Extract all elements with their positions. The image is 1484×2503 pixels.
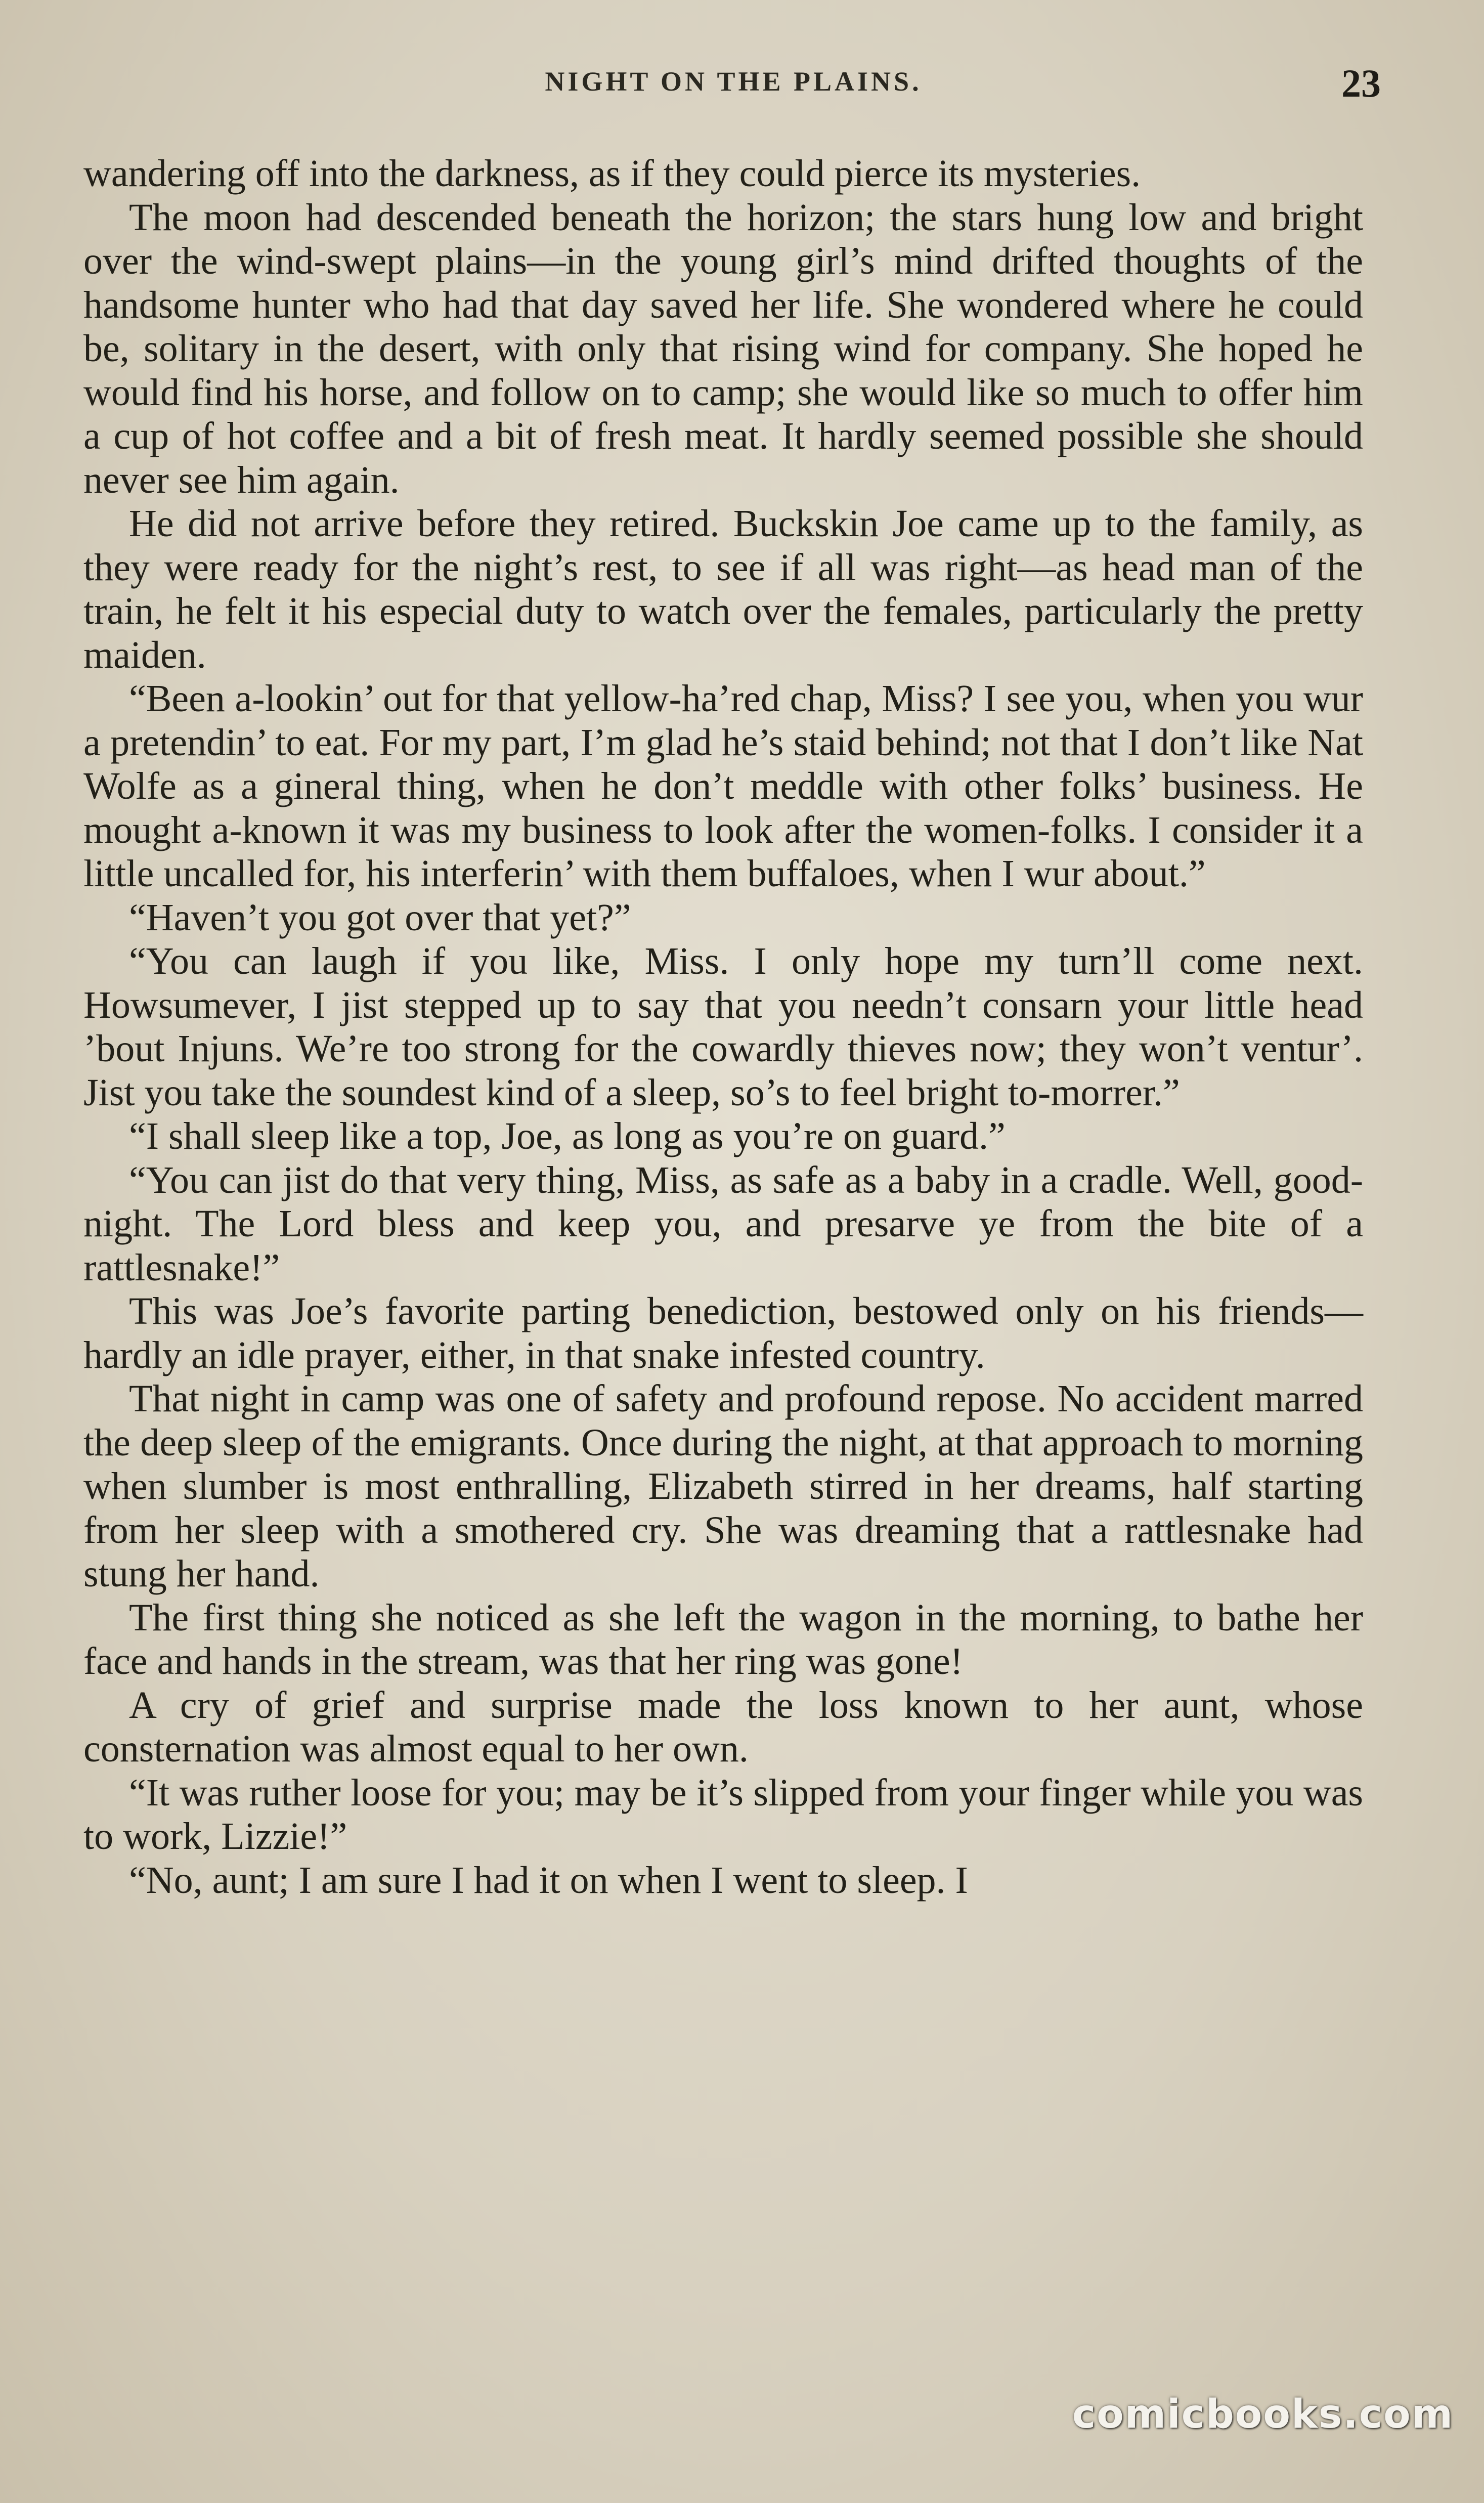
paragraph: “You can laugh if you like, Miss. I only hope my turn’ll come next. Howsumever, I jist stepped up to say that you needn’t consarn your little head ’bout Injuns. We’re too strong for the cowardly thieves now; they won’t ventur’. Jist you take the soundest kind of a sleep, so’s to feel bright to-morrer.” xyxy=(83,940,1363,1114)
paragraph: The first thing she noticed as she left the wagon in the morning, to bathe her face and hands in the stream, was that her ring was gone! xyxy=(83,1596,1363,1682)
page-number: 23 xyxy=(1341,61,1381,105)
running-head: NIGHT ON THE PLAINS. xyxy=(545,66,922,97)
paragraph: “No, aunt; I am sure I had it on when I went to sleep. I xyxy=(129,1859,968,1902)
body-text xyxy=(83,152,1363,1902)
paragraph: He did not arrive before they retired. Buckskin Joe came up to the family, as they were ready for the night’s rest, to see if all was right—as head man of the train, he felt it his especial duty to watch over the females, particularly the pretty maiden. xyxy=(83,502,1363,676)
paragraph: “You can jist do that very thing, Miss, as safe as a baby in a cradle. Well, good-night. The Lord bless and keep you, and presarve ye from the bite of a rattlesnake!” xyxy=(83,1158,1363,1289)
paragraph: “Been a-lookin’ out for that yellow-ha’red chap, Miss? I see you, when you wur a pretendin’ to eat. For my part, I’m glad he’s staid behind; not that I don’t like Nat Wolfe as a gineral thing, when he don’t meddle with other folks’ business. He mought a-known it was my business to look after the women-folks. I consider it a little uncalled for, his interferin’ with them buffaloes, when I wur about.” xyxy=(83,677,1363,895)
paragraph: “I shall sleep like a top, Joe, as long as you’re on guard.” xyxy=(129,1115,1006,1157)
watermark: comicbooks.com xyxy=(1072,2392,1454,2437)
paragraph: The moon had descended beneath the horizon; the stars hung low and bright over the wind-swept plains—in the young girl’s mind drifted thoughts of the handsome hunter who had that day saved her life. She wondered where he could be, solitary in the desert, with only that rising wind for company. She hoped he would find his horse, and follow on to camp; she would like so much to offer him a cup of hot coffee and a bit of fresh meat. It hardly seemed possible she should never see him again. xyxy=(83,196,1363,501)
paragraph: “It was ruther loose for you; may be it’s slipped from your finger while you was to work, Lizzie!” xyxy=(83,1771,1363,1858)
paragraph: wandering off into the darkness, as if they could pierce its mysteries. xyxy=(83,152,1141,195)
paragraph: “Haven’t you got over that yet?” xyxy=(129,896,631,939)
page-header xyxy=(86,61,1381,121)
paragraph: This was Joe’s favorite parting benediction, bestowed only on his friends—hardly an idle prayer, either, in that snake infested country. xyxy=(83,1290,1363,1376)
paragraph: That night in camp was one of safety and profound repose. No accident marred the deep sleep of the emigrants. Once during the night, at that approach to morning when slumber is most enthralling, Elizabeth stirred in her dreams, half starting from her sleep with a smothered cry. She was dreaming that a rattlesnake had stung her hand. xyxy=(83,1377,1363,1595)
paragraph: A cry of grief and surprise made the loss known to her aunt, whose consternation was almost equal to her own. xyxy=(83,1684,1363,1770)
